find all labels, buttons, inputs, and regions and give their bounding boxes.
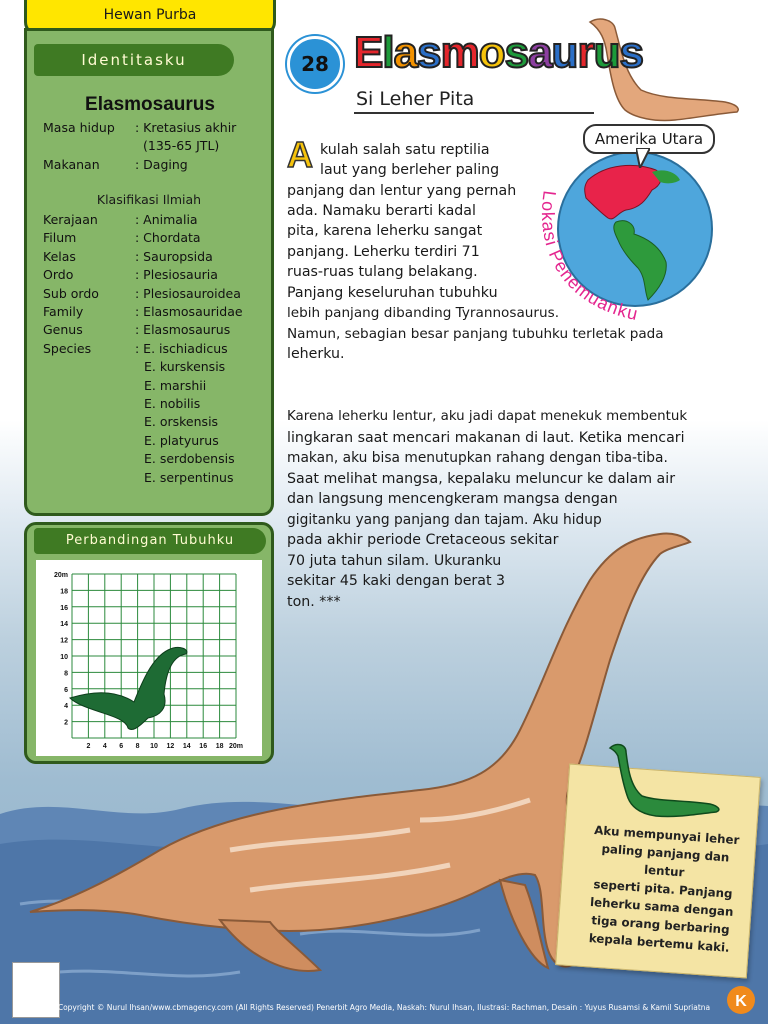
species-item: E. kurskensis (144, 359, 226, 375)
location-callout: Amerika Utara (583, 124, 715, 154)
identity-banner (34, 44, 234, 76)
title-letter: o (478, 28, 505, 77)
title-letter: m (440, 28, 479, 77)
page-number: 28 (301, 52, 329, 76)
x-tick-label: 10 (150, 743, 158, 750)
title-letter: s (619, 28, 643, 77)
class-key: Family (43, 304, 84, 320)
svg-text:K: K (735, 993, 747, 1010)
classification-row (43, 321, 243, 339)
body-line: dan langsung mencengkeram mangsa dengan (287, 491, 618, 507)
identity-banner-label: Identitasku (81, 51, 187, 69)
title-letter: a (528, 28, 552, 77)
note-line: kepala bertemu kaki. (588, 930, 731, 955)
note-line: leherku sama dengan (589, 894, 734, 919)
class-key: Kelas (43, 248, 76, 264)
classification-row (43, 248, 243, 266)
body-line: Namun, sebagian besar panjang tubuhku terletak pada (287, 326, 664, 342)
body-line: Panjang keseluruhan tubuhku (287, 285, 498, 301)
callout-pointer (636, 148, 650, 168)
species-name: Elasmosaurus (85, 94, 215, 115)
body-line: ruas-ruas tulang belakang. (287, 264, 478, 280)
x-tick-label: 12 (166, 743, 175, 750)
body-line: panjang. Leherku terdiri 71 (287, 244, 480, 260)
y-tick-label: 2 (64, 719, 68, 727)
body-line: ada. Namaku berarti kadal (287, 203, 476, 219)
body-line: panjang dan lentur yang pernah (287, 183, 517, 199)
title-letter: E (354, 28, 383, 77)
info-row (43, 156, 188, 174)
x-tick-label: 8 (135, 743, 140, 750)
y-tick-label: 4 (64, 703, 68, 711)
body-line: ton. *** (287, 594, 341, 610)
class-key: Sub ordo (43, 285, 99, 301)
note-line: Aku mempunyai leher (593, 823, 740, 848)
species-item: E. nobilis (144, 396, 201, 412)
body-line: pada akhir periode Cretaceous sekitar (287, 532, 559, 548)
y-tick-label: 16 (60, 604, 68, 612)
body-line: leherku. (287, 346, 345, 362)
info-key: Masa hidup (43, 120, 115, 135)
x-tick-label: 2 (86, 743, 91, 750)
classification-list (43, 211, 243, 487)
body-line: laut yang berleher paling (320, 162, 500, 178)
x-tick-label: 16 (199, 743, 208, 750)
comparison-grid-box (36, 560, 262, 756)
y-tick-label: 20m (53, 572, 68, 579)
y-tick-label: 10 (60, 654, 68, 661)
comparison-banner-label: Perbandingan Tubuhku (65, 533, 235, 548)
drop-cap-letter: A (287, 134, 313, 175)
svg-text:Lokasi Penemuanku: Lokasi Penemuanku (537, 189, 641, 325)
info-value: : Daging (135, 157, 188, 172)
info-row (43, 119, 236, 137)
comparison-banner (34, 528, 266, 554)
info-key: Makanan (43, 157, 100, 172)
class-value: : Elasmosaurus (135, 322, 231, 338)
classification-row (43, 340, 243, 358)
class-value: : Elasmosauridae (135, 304, 243, 320)
info-value: (135-65 JTL) (143, 138, 220, 153)
category-label: Hewan Purba (103, 7, 197, 23)
classification-heading: Klasifikasi Ilmiah (96, 192, 202, 207)
body-line: kulah salah satu reptilia (320, 142, 490, 158)
title-letter: r (577, 28, 594, 77)
class-key: Filum (43, 230, 77, 246)
x-tick-label: 14 (182, 743, 191, 750)
ebook-logo (726, 982, 756, 1018)
drop-cap (287, 134, 317, 175)
body-line: lingkaran saat mencari makanan di laut. Ketika mencari (287, 430, 685, 446)
y-tick-label: 8 (64, 670, 68, 678)
classification-row (43, 285, 243, 303)
fact-note-text (574, 820, 752, 958)
size-comparison-grid (36, 560, 262, 756)
note-line: paling panjang dan lentur (601, 841, 730, 880)
class-value: : Chordata (135, 230, 201, 246)
classification-row (43, 266, 243, 284)
body-line: Saat melihat mangsa, kepalaku meluncur ke dalam air (287, 471, 676, 487)
classification-row (43, 211, 243, 229)
y-tick-label: 12 (60, 637, 68, 645)
class-value: : E. ischiadicus (135, 340, 228, 356)
species-item: E. marshii (144, 377, 207, 393)
class-value: : Plesiosauroidea (135, 285, 241, 301)
class-key: Species (43, 340, 92, 356)
y-tick-label: 18 (60, 588, 68, 596)
body-line: pita, karena leherku sangat (287, 223, 483, 239)
species-item: E. serpentinus (144, 469, 234, 485)
x-tick-label: 20m (228, 743, 244, 750)
classification-row (43, 303, 243, 321)
x-tick-label: 4 (102, 743, 107, 750)
class-key: Genus (43, 322, 83, 338)
body-line: 70 juta tahun silam. Ukuranku (287, 553, 502, 569)
page-title (354, 28, 643, 78)
title-letter: s (504, 28, 529, 77)
title-letter: u (551, 28, 578, 77)
page-subtitle: Si Leher Pita (356, 88, 475, 110)
body-line: Karena leherku lentur, aku jadi dapat menekuk membentuk (287, 409, 688, 424)
body-line: makan, aku bisa menutupkan rahang dengan tiba-tiba. (287, 450, 668, 466)
y-tick-label: 14 (60, 621, 68, 629)
subtitle-underline (354, 112, 594, 114)
body-line: sekitar 45 kaki dengan berat 3 (287, 573, 506, 589)
title-letter: u (593, 28, 620, 77)
page-number-badge (287, 36, 343, 92)
note-dinosaur-icon (606, 742, 726, 822)
species-item: E. serdobensis (144, 451, 235, 467)
species-item: E. platyurus (144, 432, 219, 448)
note-line: tiga orang berbaring (590, 913, 731, 937)
species-item: E. orskensis (144, 414, 219, 430)
title-letter: s (417, 28, 441, 77)
x-tick-label: 18 (215, 743, 224, 750)
class-value: : Plesiosauria (135, 267, 218, 283)
y-tick-label: 6 (64, 686, 68, 694)
classification-row (43, 229, 243, 247)
body-line: gigitanku yang panjang dan tajam. Aku hidup (287, 512, 602, 528)
title-letter: a (393, 28, 418, 77)
class-value: : Sauropsida (135, 248, 213, 264)
info-value: : Kretasius akhir (135, 120, 237, 135)
class-key: Kerajaan (43, 212, 98, 227)
class-value: : Animalia (135, 212, 198, 227)
class-key: Ordo (43, 267, 74, 283)
note-line: seperti pita. Panjang (593, 877, 733, 901)
body-line: lebih panjang dibanding Tyrannosaurus. (287, 305, 560, 321)
x-tick-label: 6 (119, 743, 124, 750)
info-row (43, 137, 219, 155)
copyright-footer: Copyright © Nurul Ihsan/www.cbmagency.com (All Rights Reserved) Penerbit Agro Media, Naskah: Nurul Ihsan, Ilustrasi: Rachman, Desain : Yuyus Rusamsi & Kamil Supriatna (57, 1003, 711, 1012)
title-letter: l (382, 28, 394, 77)
